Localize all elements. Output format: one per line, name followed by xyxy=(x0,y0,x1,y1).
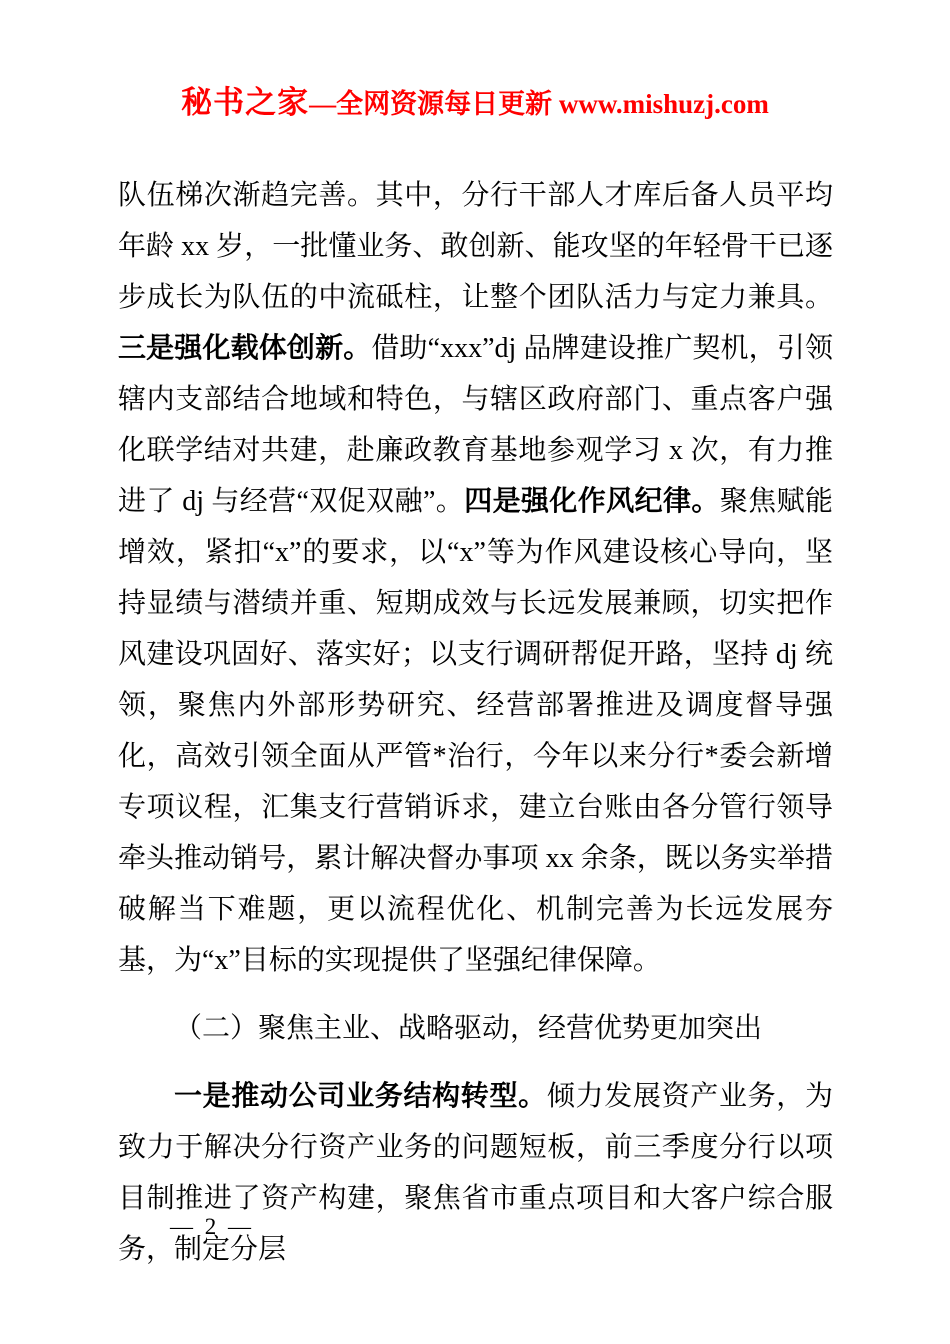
site-header xyxy=(0,84,950,128)
paragraph-2-section-heading xyxy=(118,1003,833,1054)
text-run-bold: 一是推动公司业务结构转型。 xyxy=(174,1081,547,1112)
paragraph-3 xyxy=(118,1071,833,1275)
site-tagline: —全网资源每日更新 xyxy=(309,89,559,119)
text-run-bold: 四是强化作风纪律。 xyxy=(464,486,720,517)
site-brand: 秘书之家 xyxy=(181,85,310,120)
paragraph-1 xyxy=(118,170,833,986)
text-run: 借助“xxx”dj 品牌建设推广契机，引领辖内支部结合地域和特色，与辖区政府部门、重点客户强化联学结对共建，赴廉政教育基地参观学习 x 次，有力推进了 dj 与经营“双促双融”。 xyxy=(118,333,833,517)
text-run-bold: 三是强化载体创新。 xyxy=(118,333,372,364)
document-body xyxy=(118,170,833,1275)
text-run: 倾力发展资产业务，为致力于解决分行资产业务的问题短板，前三季度分行以项目制推进了资产构建，聚焦省市重点项目和大客户综合服务，制定分层 xyxy=(118,1081,833,1265)
text-run: 队伍梯次渐趋完善。其中，分行干部人才库后备人员平均年龄 xx 岁，一批懂业务、敢创新、能攻坚的年轻骨干已逐步成长为队伍的中流砥柱，让整个团队活力与定力兼具。 xyxy=(118,180,833,313)
site-url: www.mishuzj.com xyxy=(558,89,769,119)
page-number: — 2 — xyxy=(170,1214,254,1239)
text-run: （二）聚焦主业、战略驱动，经营优势更加突出 xyxy=(174,1013,763,1044)
text-run: 聚焦赋能增效，紧扣“x”的要求，以“x”等为作风建设核心导向，坚持显绩与潜绩并重、短期成效与长远发展兼顾，切实把作风建设巩固好、落实好；以支行调研帮促开路，坚持 dj 统领，聚焦内外部形势研究、经营部署推进及调度督导强化，高效引领全面从严管*治行，今年以来分行*委会新增专项议程，汇集支行营销诉求，建立台账由各分管行领导牵头推动销号，累计解决督办事项 xx 余条，既以务实举措破解当下难题，更以流程优化、机制完善为长远发展夯基，为“x”目标的实现提供了坚强纪律保障。 xyxy=(118,486,833,976)
